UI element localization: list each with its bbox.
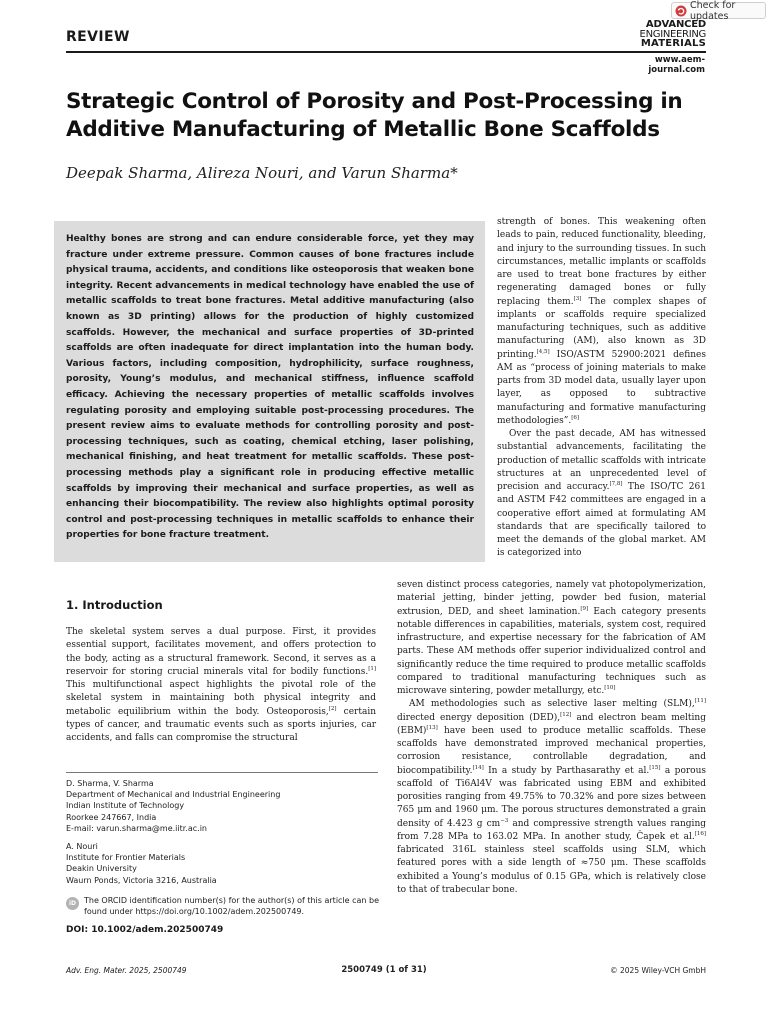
right-column-bottom [397,579,706,897]
affiliation-line: Waurn Ponds, Victoria 3216, Australia [66,875,217,885]
affiliation-line: Department of Mechanical and Industrial Engineering [66,790,281,800]
footer-journal: Adv. Eng. Mater. 2025, 2500749 [66,966,187,975]
paragraph: The skeletal system serves a dual purpose. First, it provides essential support, facilitates movement, and offers protection to the body, acting as a structural framework. Second, it serves as a reservoir for storing crucial minerals vital for bodily functions.[1] This multifunctional aspect highlights the pivotal role of the skeletal system in maintaining both physical integrity and metabolic equilibrium within the body. Osteoporosis,[2] certain types of cancer, and traumatic events such as sports injuries, car accidents, and falls can compromise the structural [66,627,376,743]
left-column-body [66,626,376,745]
affiliation-block-2 [66,841,378,886]
affiliation-line: Institute for Frontier Materials [66,853,186,863]
journal-url[interactable]: www.aem-journal.com [648,55,705,75]
check-updates-label: Check for updates [690,0,736,22]
section-label: REVIEW [66,29,130,45]
affiliation-block-1 [66,778,378,834]
author-list: Deepak Sharma, Alireza Nouri, and Varun Sharma* [66,164,458,182]
right-column-top [497,216,706,561]
affiliation-rule [66,772,378,773]
orcid-note: The ORCID identification number(s) for the author(s) of this article can be found under https://doi.org/10.1002/adem.202500749. [84,896,380,917]
check-for-updates-button[interactable] [671,0,766,22]
abstract-text: Healthy bones are strong and can endure considerable force, yet they may fracture under extreme pressure. Common causes of bone fractures include physical trauma, accidents, and conditions like osteoporosis that weaken bone integrity. Recent advancements in medical technology have enabled the use of metallic scaffolds to treat bone fractures. Metal additive manufacturing (also known as 3D printing) allows for the production of highly customized scaffolds. However, the mechanical and surface properties of 3D-printed scaffolds are often inadequate for direct implantation into the human body. Various factors, including composition, hydrophilicity, surface roughness, porosity, Young’s modulus, and mechanical stiffness, influence scaffold efficacy. Achieving the necessary properties of metallic scaffolds involves regulating porosity and employing suitable post-processing procedures. The present review aims to evaluate methods for controlling porosity and post-processing techniques, such as coating, chemical etching, laser polishing, mechanical finishing, and heat treatment for metallic scaffolds. These post-processing methods play a significant role in producing effective metallic scaffolds by improving their mechanical and surface properties, as well as enhancing their biocompatibility. The review also highlights optimal porosity control and post-processing techniques in metallic scaffolds to enhance their properties for bone fracture treatment. [66,234,474,541]
paragraph: seven distinct process categories, namely vat photopolymerization, material jetting, binder jetting, powder bed fusion, material extrusion, DED, and sheet lamination.[9] Each category presents notable differences in capabilities, materials, system cost, required infrastructure, and expertise necessary for the fabrication of AM parts. These AM methods offer superior individualized control and significantly reduce the time required to produce metallic scaffolds compared to traditional manufacturing techniques such as microwave sintering, powder metallurgy, etc.[10] [397,580,707,696]
journal-logo [620,20,706,49]
journal-logo-line2: ENGINEERING [639,28,706,40]
section-heading: 1. Introduction [66,598,163,612]
orcid-icon[interactable]: iD [66,897,79,910]
article-title: Strategic Control of Porosity and Post-Processing in Additive Manufacturing of Metallic Bone Scaffolds [66,89,683,142]
affiliation-line: Roorkee 247667, India [66,812,157,822]
paragraph: AM methodologies such as selective laser melting (SLM),[11] directed energy deposition (DED),[12] and electron beam melting (EBM)[13] have been used to produce metallic scaffolds. These scaffolds have demonstrated improved mechanical properties, corrosion resistance, controllable degradation, and biocompatibility.[14] In a study by Parthasarathy et al.[15] a porous scaffold of Ti6Al4V was fabricated using EBM and exhibited porosities ranging from 49.75% to 70.32% and pore sizes between 765 μm and 1960 μm. The porous structures demonstrated a grain density of 4.423 g $cm^{-3}$ and compressive strength values ranging from 7.28 MPa to 163.02 MPa. In another study, Čapek et al.[16] fabricated 316L stainless steel scaffolds using SLM, which featured pores with a side length of ≈750 μm. These scaffolds exhibited a Young’s modulus of 0.15 GPa, which is relatively close to that of trabecular bone. [397,698,707,895]
journal-logo-line3: MATERIALS [640,38,706,49]
affiliation-line: Deakin University [66,864,137,874]
footer-copyright: © 2025 Wiley-VCH GmbH [610,966,706,975]
footer-page-number: 2500749 (1 of 31) [341,965,427,975]
affiliation-line: A. Nouri [66,842,98,851]
doi-link[interactable]: DOI: 10.1002/adem.202500749 [66,925,224,935]
paragraph: Over the past decade, AM has witnessed substantial advancements, facilitating the production of metallic scaffolds with intricate structures at an unprecedented level of precision and accuracy.[7,8] The ISO/TC 261 and ASTM F42 committees are engaged in a cooperative effort aimed at formulating AM standards that are specifically tailored to meet the demands of the global market. AM is categorized into [497,429,706,559]
affiliation-email[interactable]: E-mail: varun.sharma@me.iitr.ac.in [66,823,207,833]
journal-logo-line1: ADVANCED [645,19,706,30]
paragraph: strength of bones. This weakening often leads to pain, reduced functionality, bleeding, and injury to the surrounding tissues. In such circumstances, metallic implants or scaffolds are used to treat bone fractures by either regenerating damaged bones or fully replacing them.[3] The complex shapes of implants or scaffolds require specialized manufacturing techniques, such as additive manufacturing (AM), also known as 3D printing.[4,5] ISO/ASTM 52900:2021 defines AM as “process of joining materials to make parts from 3D model data, usually layer upon layer, as opposed to subtractive manufacturing and formative manufacturing methodologies”.[6] [497,217,706,426]
check-updates-icon [675,5,687,17]
affiliation-line: Indian Institute of Technology [66,801,185,811]
header-rule [66,51,706,53]
affiliation-line: D. Sharma, V. Sharma [66,779,154,788]
